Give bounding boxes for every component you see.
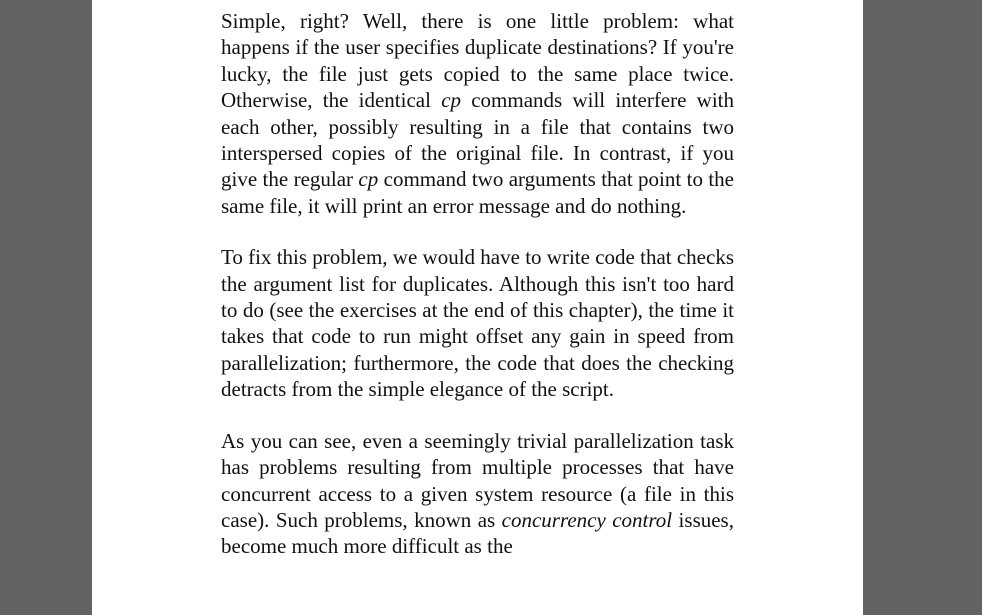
paragraph-duplicate-destinations — [221, 8, 734, 219]
text-segment: command two arguments that point to the same file, it will print an error message and do nothing. — [221, 167, 734, 218]
text-segment: To fix this problem, we would have to write code that checks the argument list for duplicates. Although this isn't too hard to do (see the exercises at the end of this chapter), the time it takes that code to run might offset any gain in speed from parallelization; furthermore, the code that does the checking detracts from the simple elegance of the script. — [221, 245, 734, 402]
text-segment: commands will interfere with each other, possibly resulting in a file that contains two interspersed copies of the original file. In contrast, if you give the regular — [221, 88, 734, 192]
paragraph-concurrency-control — [221, 428, 734, 560]
paragraph-fix-problem — [221, 244, 734, 402]
document-page — [92, 0, 863, 615]
code-term-cp: cp — [358, 167, 379, 192]
page-text-column — [221, 8, 734, 585]
code-term-cp: cp — [441, 88, 462, 113]
text-segment: issues, become much more difficult as the — [221, 507, 734, 559]
term-concurrency-control: concurrency control — [501, 507, 673, 532]
text-segment: As you can see, even a seemingly trivial parallelization task has problems resulting from multiple processes that have concurrent access to a given system resource (a file in this case). Such problems, known as — [221, 428, 734, 532]
text-segment: Simple, right? Well, there is one little problem: what happens if the user specifies duplicate destinations? If you're lucky, the file just gets copied to the same place twice. Otherwise, the identical — [221, 9, 734, 113]
